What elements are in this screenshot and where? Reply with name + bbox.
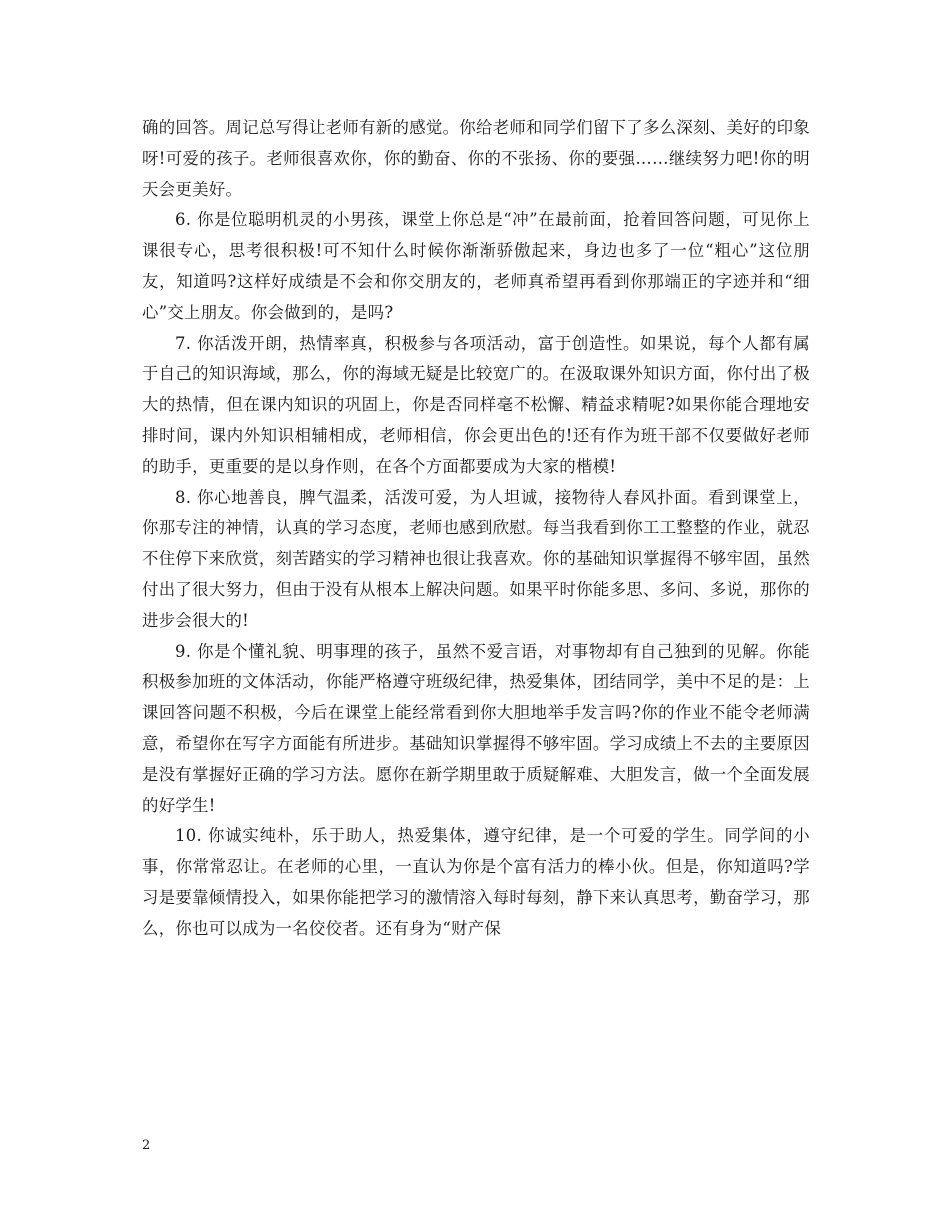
- paragraph-comment-9: 9. 你是个懂礼貌、明事理的孩子，虽然不爱言语，对事物却有自己独到的见解。你能积极参加班的文体活动，你能严格遵守班级纪律，热爱集体，团结同学，美中不足的是：上课回答问题不积极，今后在课堂上能经常看到你大胆地举手发言吗?你的作业不能令老师满意，希望你在写字方面能有所进步。基础知识掌握得不够牢固。学习成绩上不去的主要原因是没有掌握好正确的学习方法。愿你在新学期里敢于质疑解难、大胆发言，做一个全面发展的好学生!: [142, 641, 810, 815]
- paragraph-comment-8: 8. 你心地善良，脾气温柔，活泼可爱，为人坦诚，接物待人春风扑面。看到课堂上，你那专注的神情，认真的学习态度，老师也感到欣慰。每当我看到你工工整整的作业，就忍不住停下来欣赏，刻苦踏实的学习精神也很让我喜欢。你的基础知识掌握得不够牢固，虽然付出了很大努力，但由于没有从根本上解决问题。如果平时你能多思、多问、多说，那你的进步会很大的!: [142, 487, 810, 630]
- document-body: [142, 113, 810, 945]
- page-number: 2: [142, 1138, 151, 1153]
- paragraph-continuation: 确的回答。周记总写得让老师有新的感觉。你给老师和同学们留下了多么深刻、美好的印象呀!可爱的孩子。老师很喜欢你，你的勤奋、你的不张扬、你的要强……继续努力吧!你的明天会更美好。: [142, 118, 810, 199]
- paragraph-comment-6: 6. 你是位聪明机灵的小男孩，课堂上你总是“冲”在最前面，抢着回答问题，可见你上课很专心，思考很积极!可不知什么时候你渐渐骄傲起来，身边也多了一位“粗心”这位朋友，知道吗?这样好成绩是不会和你交朋友的，老师真希望再看到你那端正的字迹并和“细心”交上朋友。你会做到的，是吗?: [142, 210, 810, 322]
- paragraph-comment-10: 10. 你诚实纯朴，乐于助人，热爱集体，遵守纪律，是一个可爱的学生。同学间的小事，你常常忍让。在老师的心里，一直认为你是个富有活力的棒小伙。但是，你知道吗?学习是要靠倾情投入，如果你能把学习的激情溶入每时每刻，静下来认真思考，勤奋学习，那么，你也可以成为一名佼佼者。还有身为“财产保: [142, 826, 810, 938]
- paragraph-comment-7: 7. 你活泼开朗，热情率真，积极参与各项活动，富于创造性。如果说，每个人都有属于自己的知识海域，那么，你的海域无疑是比较宽广的。在汲取课外知识方面，你付出了极大的热情，但在课内知识的巩固上，你是否同样毫不松懈、精益求精呢?如果你能合理地安排时间，课内外知识相辅相成，老师相信，你会更出色的!还有作为班干部不仅要做好老师的助手，更重要的是以身作则，在各个方面都要成为大家的楷模!: [142, 333, 810, 476]
